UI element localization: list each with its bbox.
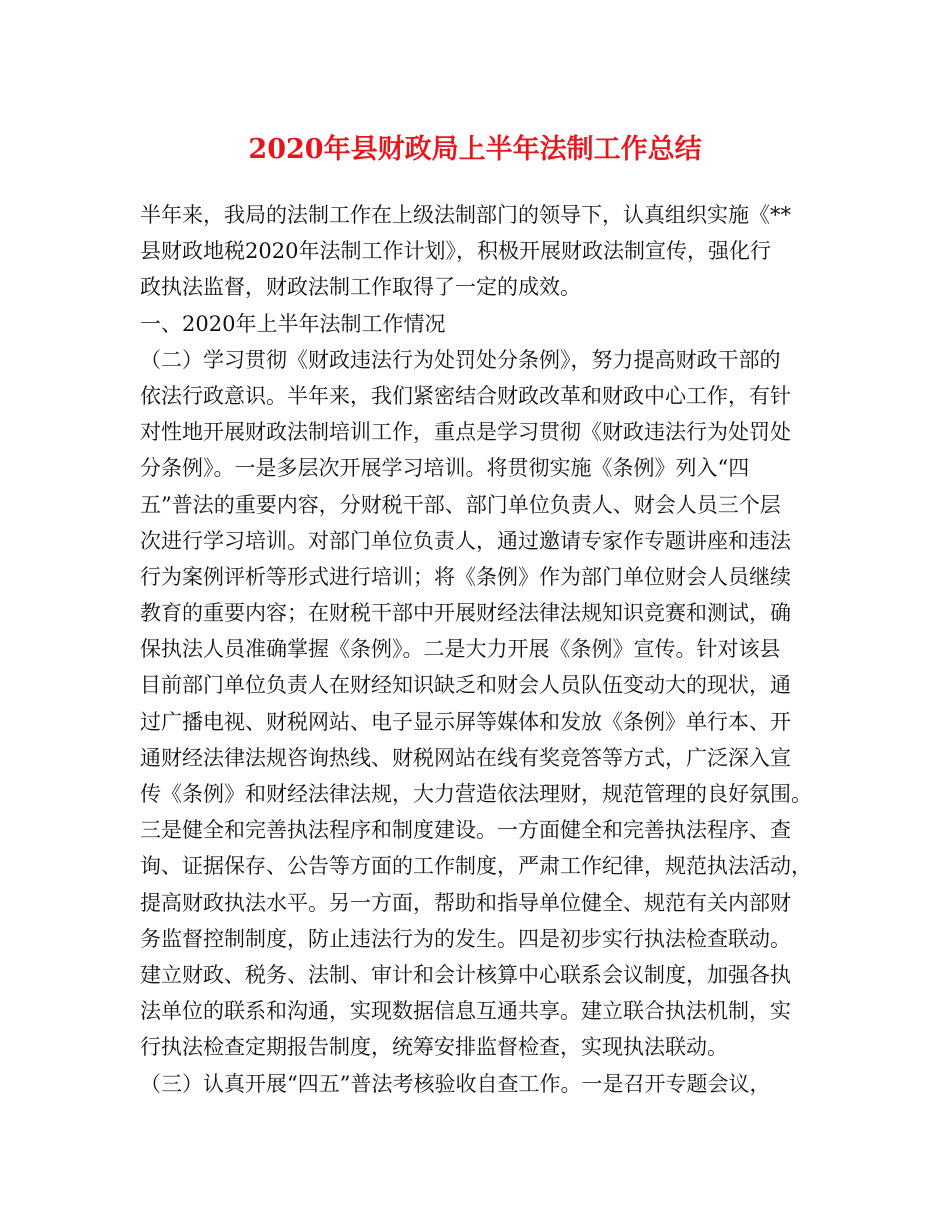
document-title: 2020年县财政局上半年法制工作总结 xyxy=(248,134,702,165)
body-line: 行为案例评析等形式进行培训；将《条例》作为部门单位财会人员继续 xyxy=(140,564,791,589)
body-line: 务监督控制制度，防止违法行为的发生。四是初步实行执法检查联动。 xyxy=(140,926,791,951)
body-line: 依法行政意识。半年来，我们紧密结合财政改革和财政中心工作，有针 xyxy=(140,383,791,408)
body-line: 五”普法的重要内容，分财税干部、部门单位负责人、财会人员三个层 xyxy=(140,492,781,517)
body-line: 法单位的联系和沟通，实现数据信息互通共享。建立联合执法机制，实 xyxy=(140,999,791,1024)
body-line: 通财经法律法规咨询热线、财税网站在线有奖竞答等方式，广泛深入宣 xyxy=(140,745,791,770)
body-line: 半年来，我局的法制工作在上级法制部门的领导下，认真组织实施《** xyxy=(140,203,791,227)
section-heading: 一、2020年上半年法制工作情况 xyxy=(140,311,446,336)
body-line: 三是健全和完善执法程序和制度建设。一方面健全和完善执法程序、查 xyxy=(140,818,791,843)
body-line: 对性地开展财政法制培训工作，重点是学习贯彻《财政违法行为处罚处 xyxy=(140,420,791,445)
body-line: 目前部门单位负责人在财经知识缺乏和财会人员队伍变动大的现状，通 xyxy=(140,673,791,698)
body-line: 次进行学习培训。对部门单位负责人，通过邀请专家作专题讲座和违法 xyxy=(140,528,791,553)
document-body xyxy=(140,197,820,1102)
body-line: 建立财政、税务、法制、审计和会计核算中心联系会议制度，加强各执 xyxy=(140,962,791,987)
body-line: 教育的重要内容；在财税干部中开展财经法律法规知识竞赛和测试，确 xyxy=(140,601,791,626)
body-line: （三）认真开展“四五”普法考核验收自查工作。一是召开专题会议， xyxy=(140,1071,771,1096)
body-line: 提高财政执法水平。另一方面，帮助和指导单位健全、规范有关内部财 xyxy=(140,890,791,915)
body-line: 分条例》。一是多层次开展学习培训。将贯彻实施《条例》列入“四 xyxy=(140,456,750,481)
body-line: 行执法检查定期报告制度，统筹安排监督检查，实现执法联动。 xyxy=(140,1035,728,1060)
body-line: （二）学习贯彻《财政违法行为处罚处分条例》，努力提高财政干部的 xyxy=(140,347,781,372)
body-line: 询、证据保存、公告等方面的工作制度，严肃工作纪律，规范执法活动， xyxy=(140,854,812,879)
body-line: 县财政地税2020年法制工作计划》，积极开展财政法制宣传，强化行 xyxy=(140,239,771,264)
body-line: 政执法监督，财政法制工作取得了一定的成效。 xyxy=(140,275,581,300)
body-line: 传《条例》和财经法律法规，大力营造依法理财，规范管理的良好氛围。 xyxy=(140,782,812,806)
body-line: 过广播电视、财税网站、电子显示屏等媒体和发放《条例》单行本、开 xyxy=(140,709,791,734)
body-line: 保执法人员准确掌握《条例》。二是大力开展《条例》宣传。针对该县 xyxy=(140,637,781,662)
